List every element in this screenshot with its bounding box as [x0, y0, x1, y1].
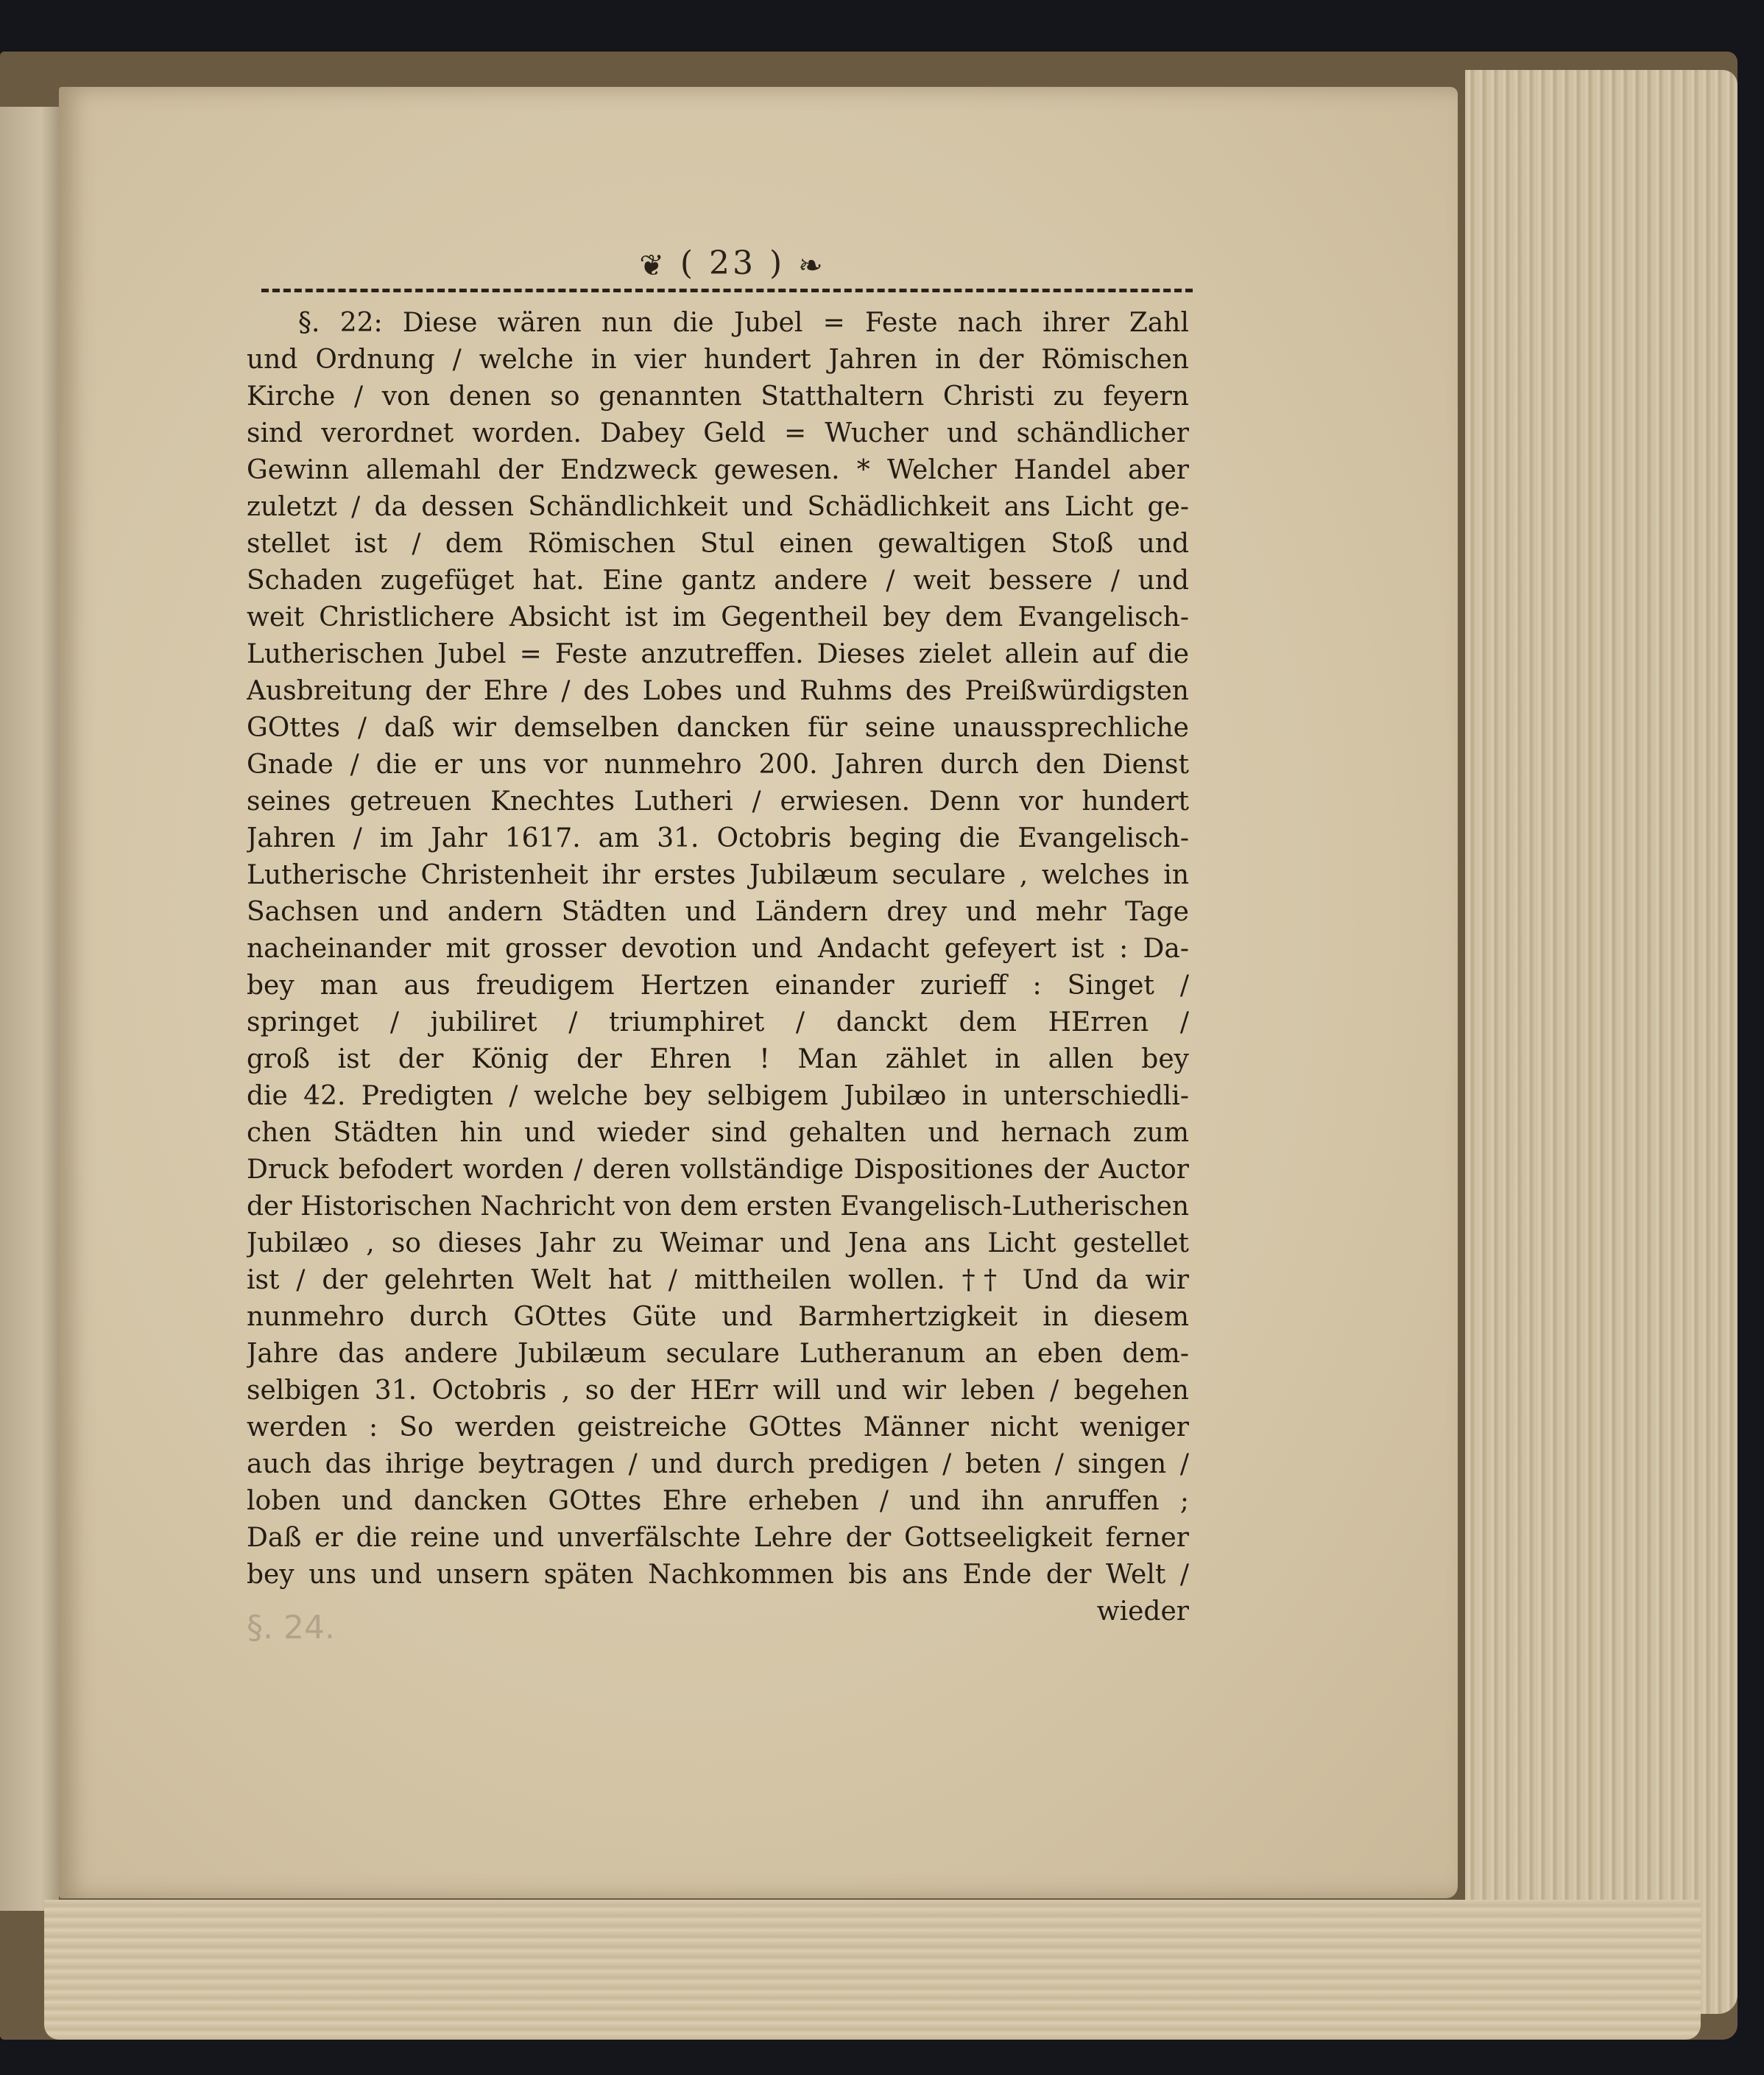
text-line: seines getreuen Knechtes Lutheri / erwiesen. Denn vor hundert	[247, 786, 1189, 817]
fleuron-right-icon: ❧	[798, 248, 826, 283]
text-line: Lutherischen Jubel = Feste anzutreffen. Dieses zielet allein auf die	[247, 639, 1189, 669]
text-line: auch das ihrige beytragen / und durch predigen / beten / singen /	[247, 1449, 1189, 1479]
text-line: bey uns und unsern späten Nachkommen bis ans Ende der Welt /	[247, 1560, 1189, 1590]
text-line: die 42. Predigten / welche bey selbigem Jubilæo in unterschiedli-	[247, 1081, 1189, 1111]
text-line: werden : So werden geistreiche GOttes Männer nicht weniger	[247, 1412, 1189, 1442]
text-line: bey man aus freudigem Hertzen einander zurieff : Singet /	[247, 970, 1189, 1001]
text-line: Schaden zugefüget hat. Eine gantz andere / weit bessere / und	[247, 566, 1189, 596]
header-rule	[261, 289, 1193, 292]
text-line: Jahre das andere Jubilæum seculare Lutheranum an eben dem-	[247, 1339, 1189, 1369]
text-line: nacheinander mit grosser devotion und Andacht gefeyert ist : Da-	[247, 934, 1189, 964]
text-line: Ausbreitung der Ehre / des Lobes und Ruhms des Preißwürdigsten	[247, 676, 1189, 706]
faint-mark: §. 24.	[247, 1609, 335, 1646]
text-line: nunmehro durch GOttes Güte und Barmhertzigkeit in diesem	[247, 1302, 1189, 1332]
text-line: Lutherische Christenheit ihr erstes Jubilæum seculare , welches in	[247, 860, 1189, 890]
text-line: loben und dancken GOttes Ehre erheben / und ihn anruffen ;	[247, 1486, 1189, 1516]
text-line: Druck befodert worden / deren vollständige Dispositiones der Auctor	[247, 1155, 1189, 1185]
text-line: chen Städten hin und wieder sind gehalten und hernach zum	[247, 1118, 1189, 1148]
text-line: ist / der gelehrten Welt hat / mittheilen wollen. †† Und da wir	[247, 1265, 1189, 1295]
catchword: wieder	[1096, 1596, 1189, 1627]
page-header	[600, 245, 865, 282]
text-line: groß ist der König der Ehren ! Man zählet in allen bey	[247, 1044, 1189, 1074]
text-line: Gnade / die er uns vor nunmehro 200. Jahren durch den Dienst	[247, 750, 1189, 780]
text-line: zuletzt / da dessen Schändlichkeit und Schädlichkeit ans Licht ge-	[247, 492, 1189, 522]
text-line: selbigen 31. Octobris , so der HErr will und wir leben / begehen	[247, 1375, 1189, 1406]
text-line: GOttes / daß wir demselben dancken für seine unaussprechliche	[247, 713, 1189, 743]
text-line: und Ordnung / welche in vier hundert Jahren in der Römischen	[247, 345, 1189, 375]
body-text	[247, 305, 1189, 1630]
bottom-page-stack	[44, 1900, 1701, 2040]
fleuron-left-icon: ❦	[639, 248, 667, 283]
text-line: der Historischen Nachricht von dem ersten Evangelisch-Lutherischen	[247, 1191, 1189, 1222]
page-number: ( 23 )	[680, 244, 786, 282]
text-line: Kirche / von denen so genannten Statthaltern Christi zu feyern	[247, 381, 1189, 412]
text-line: §. 22: Diese wären nun die Jubel = Feste nach ihrer Zahl	[298, 308, 1189, 338]
text-line: sind verordnet worden. Dabey Geld = Wucher und schändlicher	[247, 418, 1189, 448]
text-line: Sachsen und andern Städten und Ländern drey und mehr Tage	[247, 897, 1189, 927]
text-line: stellet ist / dem Römischen Stul einen gewaltigen Stoß und	[247, 529, 1189, 559]
text-line: Jahren / im Jahr 1617. am 31. Octobris beging die Evangelisch-	[247, 823, 1189, 853]
text-line: Gewinn allemahl der Endzweck gewesen. * Welcher Handel aber	[247, 455, 1189, 485]
text-line: Jubilæo , so dieses Jahr zu Weimar und Jena ans Licht gestellet	[247, 1228, 1189, 1258]
page-stack-edge	[1465, 70, 1737, 2014]
text-line: weit Christlichere Absicht ist im Gegentheil bey dem Evangelisch-	[247, 602, 1189, 633]
left-page-edge	[0, 107, 59, 1911]
text-line: Daß er die reine und unverfälschte Lehre der Gottseeligkeit ferner	[247, 1523, 1189, 1553]
text-line: springet / jubiliret / triumphiret / danckt dem HErren /	[247, 1007, 1189, 1038]
